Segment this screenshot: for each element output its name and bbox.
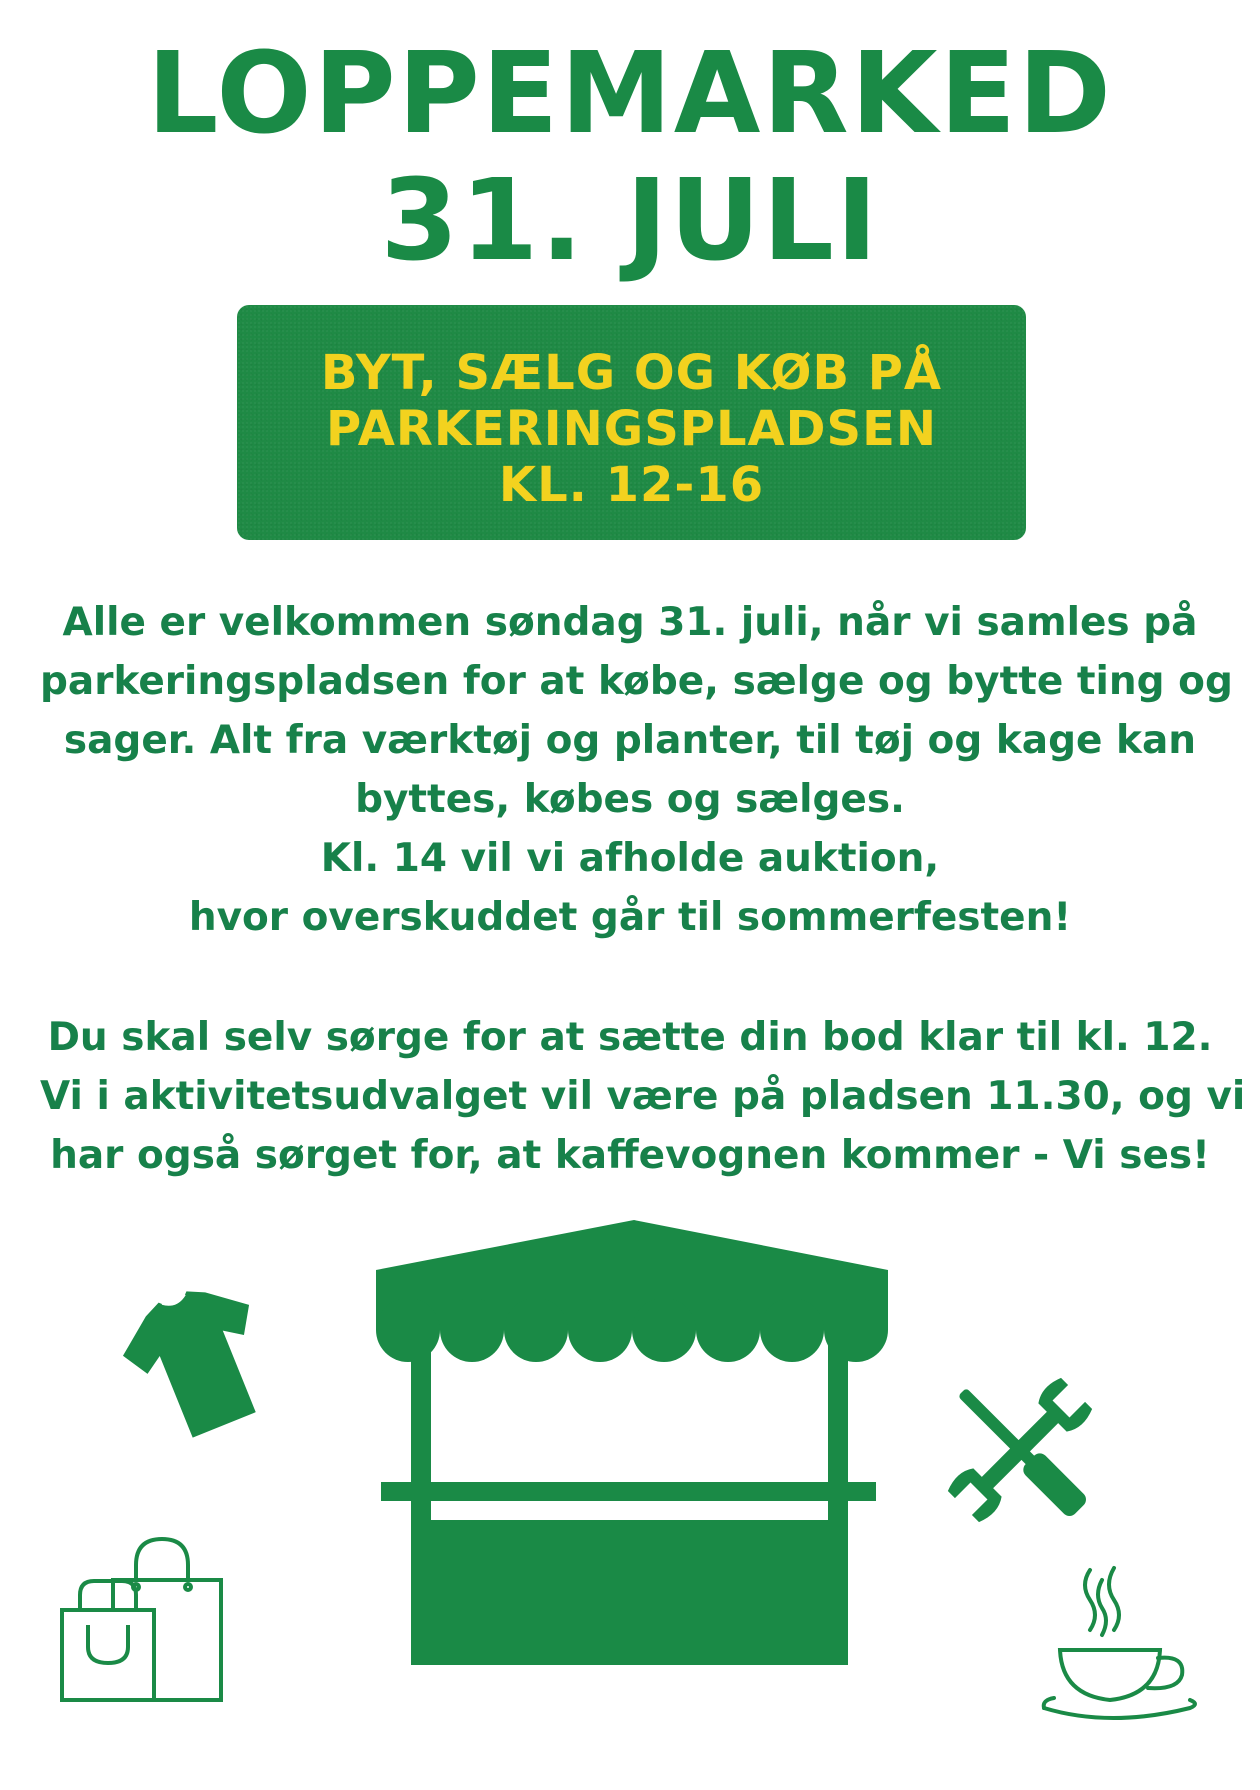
- tshirt-icon: [108, 1270, 288, 1450]
- paragraph-line: har også sørget for, at kaffevognen kommer - Vi ses!: [50, 1133, 1210, 1178]
- coffee-cup-icon: [1040, 1560, 1210, 1725]
- banner-line-3: KL. 12-16: [498, 457, 765, 513]
- paragraph-line: parkeringspladsen for at købe, sælge og bytte ting og: [40, 659, 1233, 704]
- title-line-2: 31. JULI: [380, 156, 880, 286]
- banner-line-2: PARKERINGSPLADSEN: [325, 401, 938, 457]
- wrench-screwdriver-icon: [930, 1360, 1110, 1540]
- title-line-1: LOPPEMARKED: [147, 29, 1113, 159]
- shopping-bags-icon: [58, 1535, 226, 1705]
- paragraph-line: hvor overskuddet går til sommerfesten!: [188, 895, 1072, 940]
- paragraph-line: Vi i aktivitetsudvalget vil være på pladsen 11.30, og vi: [40, 1074, 1246, 1119]
- market-stall-icon: [376, 1220, 888, 1665]
- paragraph-line: sager. Alt fra værktøj og planter, til tøj og kage kan: [63, 718, 1197, 763]
- paragraph-line: Alle er velkommen søndag 31. juli, når vi samles på: [62, 600, 1198, 645]
- paragraph-line: Kl. 14 vil vi afholde auktion,: [320, 836, 940, 881]
- paragraph-line: Du skal selv sørge for at sætte din bod klar til kl. 12.: [47, 1015, 1213, 1060]
- banner-line-1: BYT, SÆLG OG KØB PÅ: [320, 345, 943, 401]
- paragraph-line: byttes, købes og sælges.: [355, 777, 905, 822]
- details-paragraph: [40, 1008, 1246, 1185]
- intro-paragraph: [40, 593, 1233, 947]
- info-banner: [237, 305, 1026, 540]
